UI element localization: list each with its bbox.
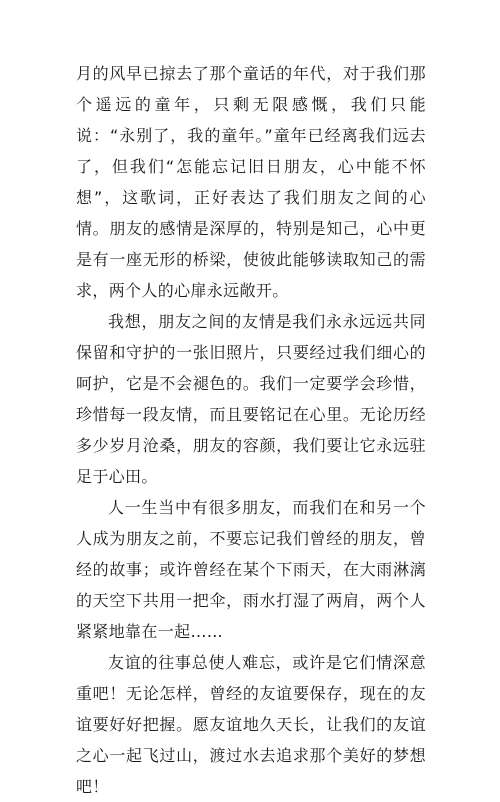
document-body: [76, 58, 426, 802]
paragraph-4: 友谊的往事总使人难忘，或许是它们情深意重吧！无论怎样，曾经的友谊要保存，现在的友谊要好好把握。愿友谊地久天长，让我们的友谊之心一起飞过山，渡过水去追求那个美好的梦想吧！: [76, 653, 426, 796]
paragraph-3: 人一生当中有很多朋友，而我们在和另一个人成为朋友之前，不要忘记我们曾经的朋友，曾经的故事；或许曾经在某个下雨天，在大雨淋漓的天空下共用一把伞，雨水打湿了两肩，两个人紧紧地靠在一起……: [76, 498, 426, 641]
paragraph-2: 我想，朋友之间的友情是我们永永远远共同保留和守护的一张旧照片，只要经过我们细心的呵护，它是不会褪色的。我们一定要学会珍惜，珍惜每一段友情，而且要铭记在心里。无论历经多少岁月沧桑，朋友的容颜，我们要让它永远驻足于心田。: [76, 312, 426, 486]
paragraph-1: 月的风早已掠去了那个童话的年代，对于我们那个遥远的童年，只剩无限感慨，我们只能说：“永别了，我的童年。”童年已经离我们远去了，但我们“怎能忘记旧日朋友，心中能不怀想”，这歌词，正好表达了我们朋友之间的心情。朋友的感情是深厚的，特别是知己，心中更是有一座无形的桥梁，使彼此能够读取知己的需求，两个人的心扉永远敞开。: [76, 64, 426, 300]
